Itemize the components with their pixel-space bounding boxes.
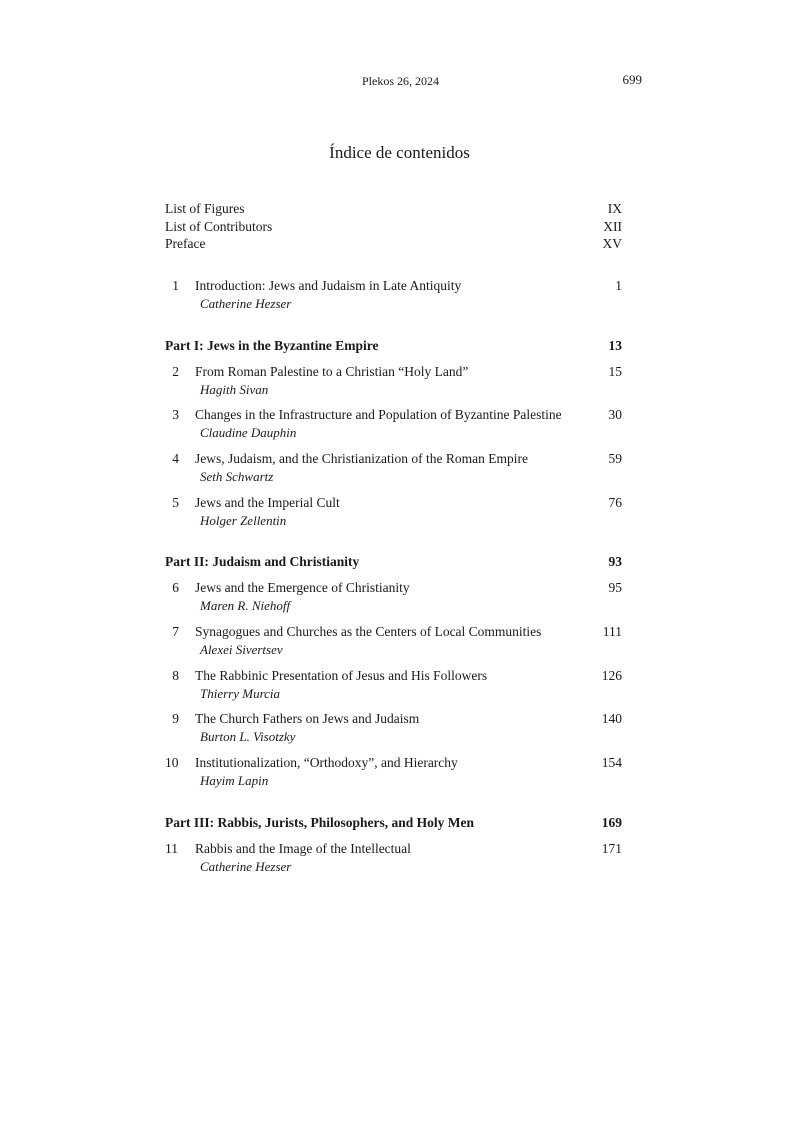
chapter-number: 7	[172, 624, 179, 639]
chapter-number: 3	[172, 407, 179, 422]
chapter-number: 9	[172, 711, 179, 726]
part-page: 93	[608, 554, 622, 569]
part-title: Part II: Judaism and Christianity	[165, 554, 360, 569]
chapter-page: 95	[608, 580, 622, 595]
chapter-author: Hayim Lapin	[200, 773, 269, 788]
chapter-number: 4	[172, 451, 179, 466]
chapter-author: Catherine Hezser	[200, 859, 292, 874]
chapter-author: Claudine Dauphin	[200, 425, 297, 440]
chapter-number: 1	[172, 278, 179, 293]
chapter-author: Alexei Sivertsev	[200, 642, 283, 657]
chapter-title: The Rabbinic Presentation of Jesus and His Followers	[195, 668, 488, 683]
chapter-number: 2	[172, 364, 179, 379]
chapter-title: The Church Fathers on Jews and Judaism	[195, 711, 420, 726]
chapter-author: Hagith Sivan	[200, 382, 269, 397]
chapter-title: Rabbis and the Image of the Intellectual	[195, 841, 411, 856]
chapter-title: Institutionalization, “Orthodoxy”, and Hierarchy	[195, 755, 458, 770]
chapter-title: From Roman Palestine to a Christian “Holy Land”	[195, 364, 469, 379]
chapter-author: Catherine Hezser	[200, 296, 292, 311]
front-matter-item	[165, 218, 622, 236]
running-header-journal: Plekos 26, 2024	[362, 74, 440, 88]
chapter-number: 5	[172, 495, 179, 510]
front-matter-label: List of Contributors	[165, 218, 273, 234]
front-matter-label: List of Figures	[165, 201, 245, 216]
front-matter-page: XV	[602, 236, 622, 251]
part-heading	[165, 338, 622, 354]
chapter-page: 1	[615, 278, 622, 293]
chapter-title: Jews and the Emergence of Christianity	[195, 580, 410, 595]
front-matter-page: XII	[603, 218, 622, 234]
front-matter-label: Preface	[165, 236, 206, 251]
chapter-page: 59	[608, 451, 622, 466]
chapter-author: Seth Schwartz	[200, 469, 274, 484]
chapter-page: 111	[602, 624, 622, 639]
part-title: Part III: Rabbis, Jurists, Philosophers, and Holy Men	[165, 815, 475, 830]
chapter-title: Jews and the Imperial Cult	[195, 495, 340, 510]
chapter-page: 76	[608, 495, 622, 510]
part-heading	[165, 554, 622, 570]
chapter-number: 11	[165, 841, 178, 856]
chapter-title: Jews, Judaism, and the Christianization of the Roman Empire	[195, 451, 528, 466]
part-title: Part I: Jews in the Byzantine Empire	[165, 338, 379, 353]
chapter-author: Thierry Murcia	[200, 686, 281, 701]
chapter-number: 6	[172, 580, 179, 595]
chapter-page: 171	[601, 841, 622, 856]
chapter-page: 154	[601, 755, 622, 770]
chapter-number: 10	[165, 755, 179, 770]
chapter-page: 30	[608, 407, 622, 422]
front-matter	[165, 200, 622, 253]
part-page: 13	[608, 338, 622, 353]
chapter-author: Holger Zellentin	[200, 513, 287, 528]
front-matter-item	[165, 235, 622, 253]
chapter-page: 140	[601, 711, 622, 726]
page-number: 699	[622, 72, 642, 87]
front-matter-page: IX	[607, 201, 622, 216]
chapter-title: Synagogues and Churches as the Centers of Local Communities	[195, 624, 542, 639]
chapter-author: Maren R. Niehoff	[200, 598, 291, 613]
part-heading	[165, 815, 622, 831]
chapter-title: Changes in the Infrastructure and Population of Byzantine Palestine	[195, 407, 562, 422]
chapter-title: Introduction: Jews and Judaism in Late Antiquity	[195, 278, 462, 293]
chapter-number: 8	[172, 668, 179, 683]
page-title: Índice de contenidos	[329, 143, 470, 162]
front-matter-item	[165, 200, 622, 218]
chapter-page: 126	[601, 668, 622, 683]
chapter-page: 15	[608, 364, 622, 379]
chapter-author: Burton L. Visotzky	[200, 729, 296, 744]
part-page: 169	[601, 815, 622, 830]
